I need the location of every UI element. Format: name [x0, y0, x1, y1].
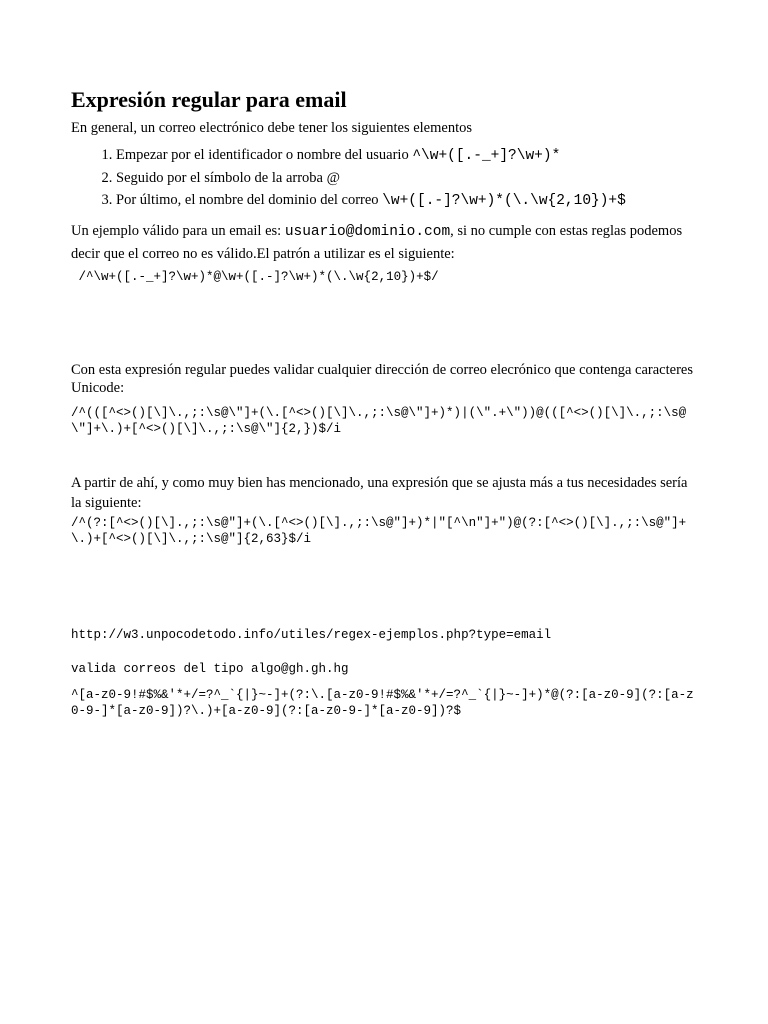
- next-paragraph: A partir de ahí, y como muy bien has mencionado, una expresión que se ajusta más a tus necesidades sería la siguiente:: [71, 475, 688, 511]
- list-item: 3. Por último, el nombre del dominio del correo \w+([.-]?\w+)*(\.\w{2,10})+$: [116, 189, 696, 212]
- requirements-list: [71, 144, 696, 212]
- page-title: Expresión regular para email: [71, 87, 347, 112]
- document: [71, 86, 696, 719]
- pattern-reference: ^[a-z0-9!#$%&'*+/=?^_`{|}~-]+(?:\.[a-z0-9!#$%&'*+/=?^_`{|}~-]+)*@(?:[a-z0-9](?:[a-z0-9-]*[a-z0-9])?\.)+[a-z0-9](?:[a-z0-9-]*[a-z0-9])?$: [71, 688, 694, 718]
- unicode-paragraph: Con esta expresión regular puedes validar cualquier dirección de correo elecrónico que contenga caracteres Unicode:: [71, 362, 693, 396]
- pattern-unicode: /^(([^<>()[\]\.,;:\s@\"]+(\.[^<>()[\]\.,;:\s@\"]+)*)|(\".+\"))@(([^<>()[\]\.,;:\s@\"]+\.)+[^<>()[\]\.,;:\s@\"]{2,})$/i: [71, 406, 687, 436]
- list-item: 2. Seguido por el símbolo de la arroba @: [116, 167, 696, 189]
- list-item: 1. Empezar por el identificador o nombre del usuario ^\w+([.-_+]?\w+)*: [116, 144, 696, 167]
- reference-link[interactable]: http://w3.unpocodetodo.info/utiles/regex-ejemplos.php?type=email: [71, 628, 552, 642]
- inline-code: usuario@dominio.com: [284, 224, 451, 240]
- inline-code: ^\w+([.-_+]?\w+)*: [412, 148, 561, 164]
- inline-code: \w+([.-]?\w+)*(\.\w{2,10})+$: [382, 193, 626, 209]
- pattern-basic: /^\w+([.-_+]?\w+)*@\w+([.-]?\w+)*(\.\w{2,10})+$/: [71, 270, 439, 284]
- pattern-adjusted: /^(?:[^<>()[\].,;:\s@"]+(\.[^<>()[\].,;:\s@"]+)*|"[^\n"]+")@(?:[^<>()[\].,;:\s@"]+\.)+[^<>()[\]\.,;:\s@"]{2,63}$/i: [71, 516, 687, 546]
- intro-paragraph: En general, un correo electrónico debe tener los siguientes elementos: [71, 120, 473, 136]
- valida-note: valida correos del tipo algo@gh.gh.hg: [71, 662, 349, 676]
- example-paragraph: Un ejemplo válido para un email es: usuario@dominio.com, si no cumple con estas reglas podemos decir que el correo no es válido.El patrón a utilizar es el siguiente:: [71, 223, 683, 262]
